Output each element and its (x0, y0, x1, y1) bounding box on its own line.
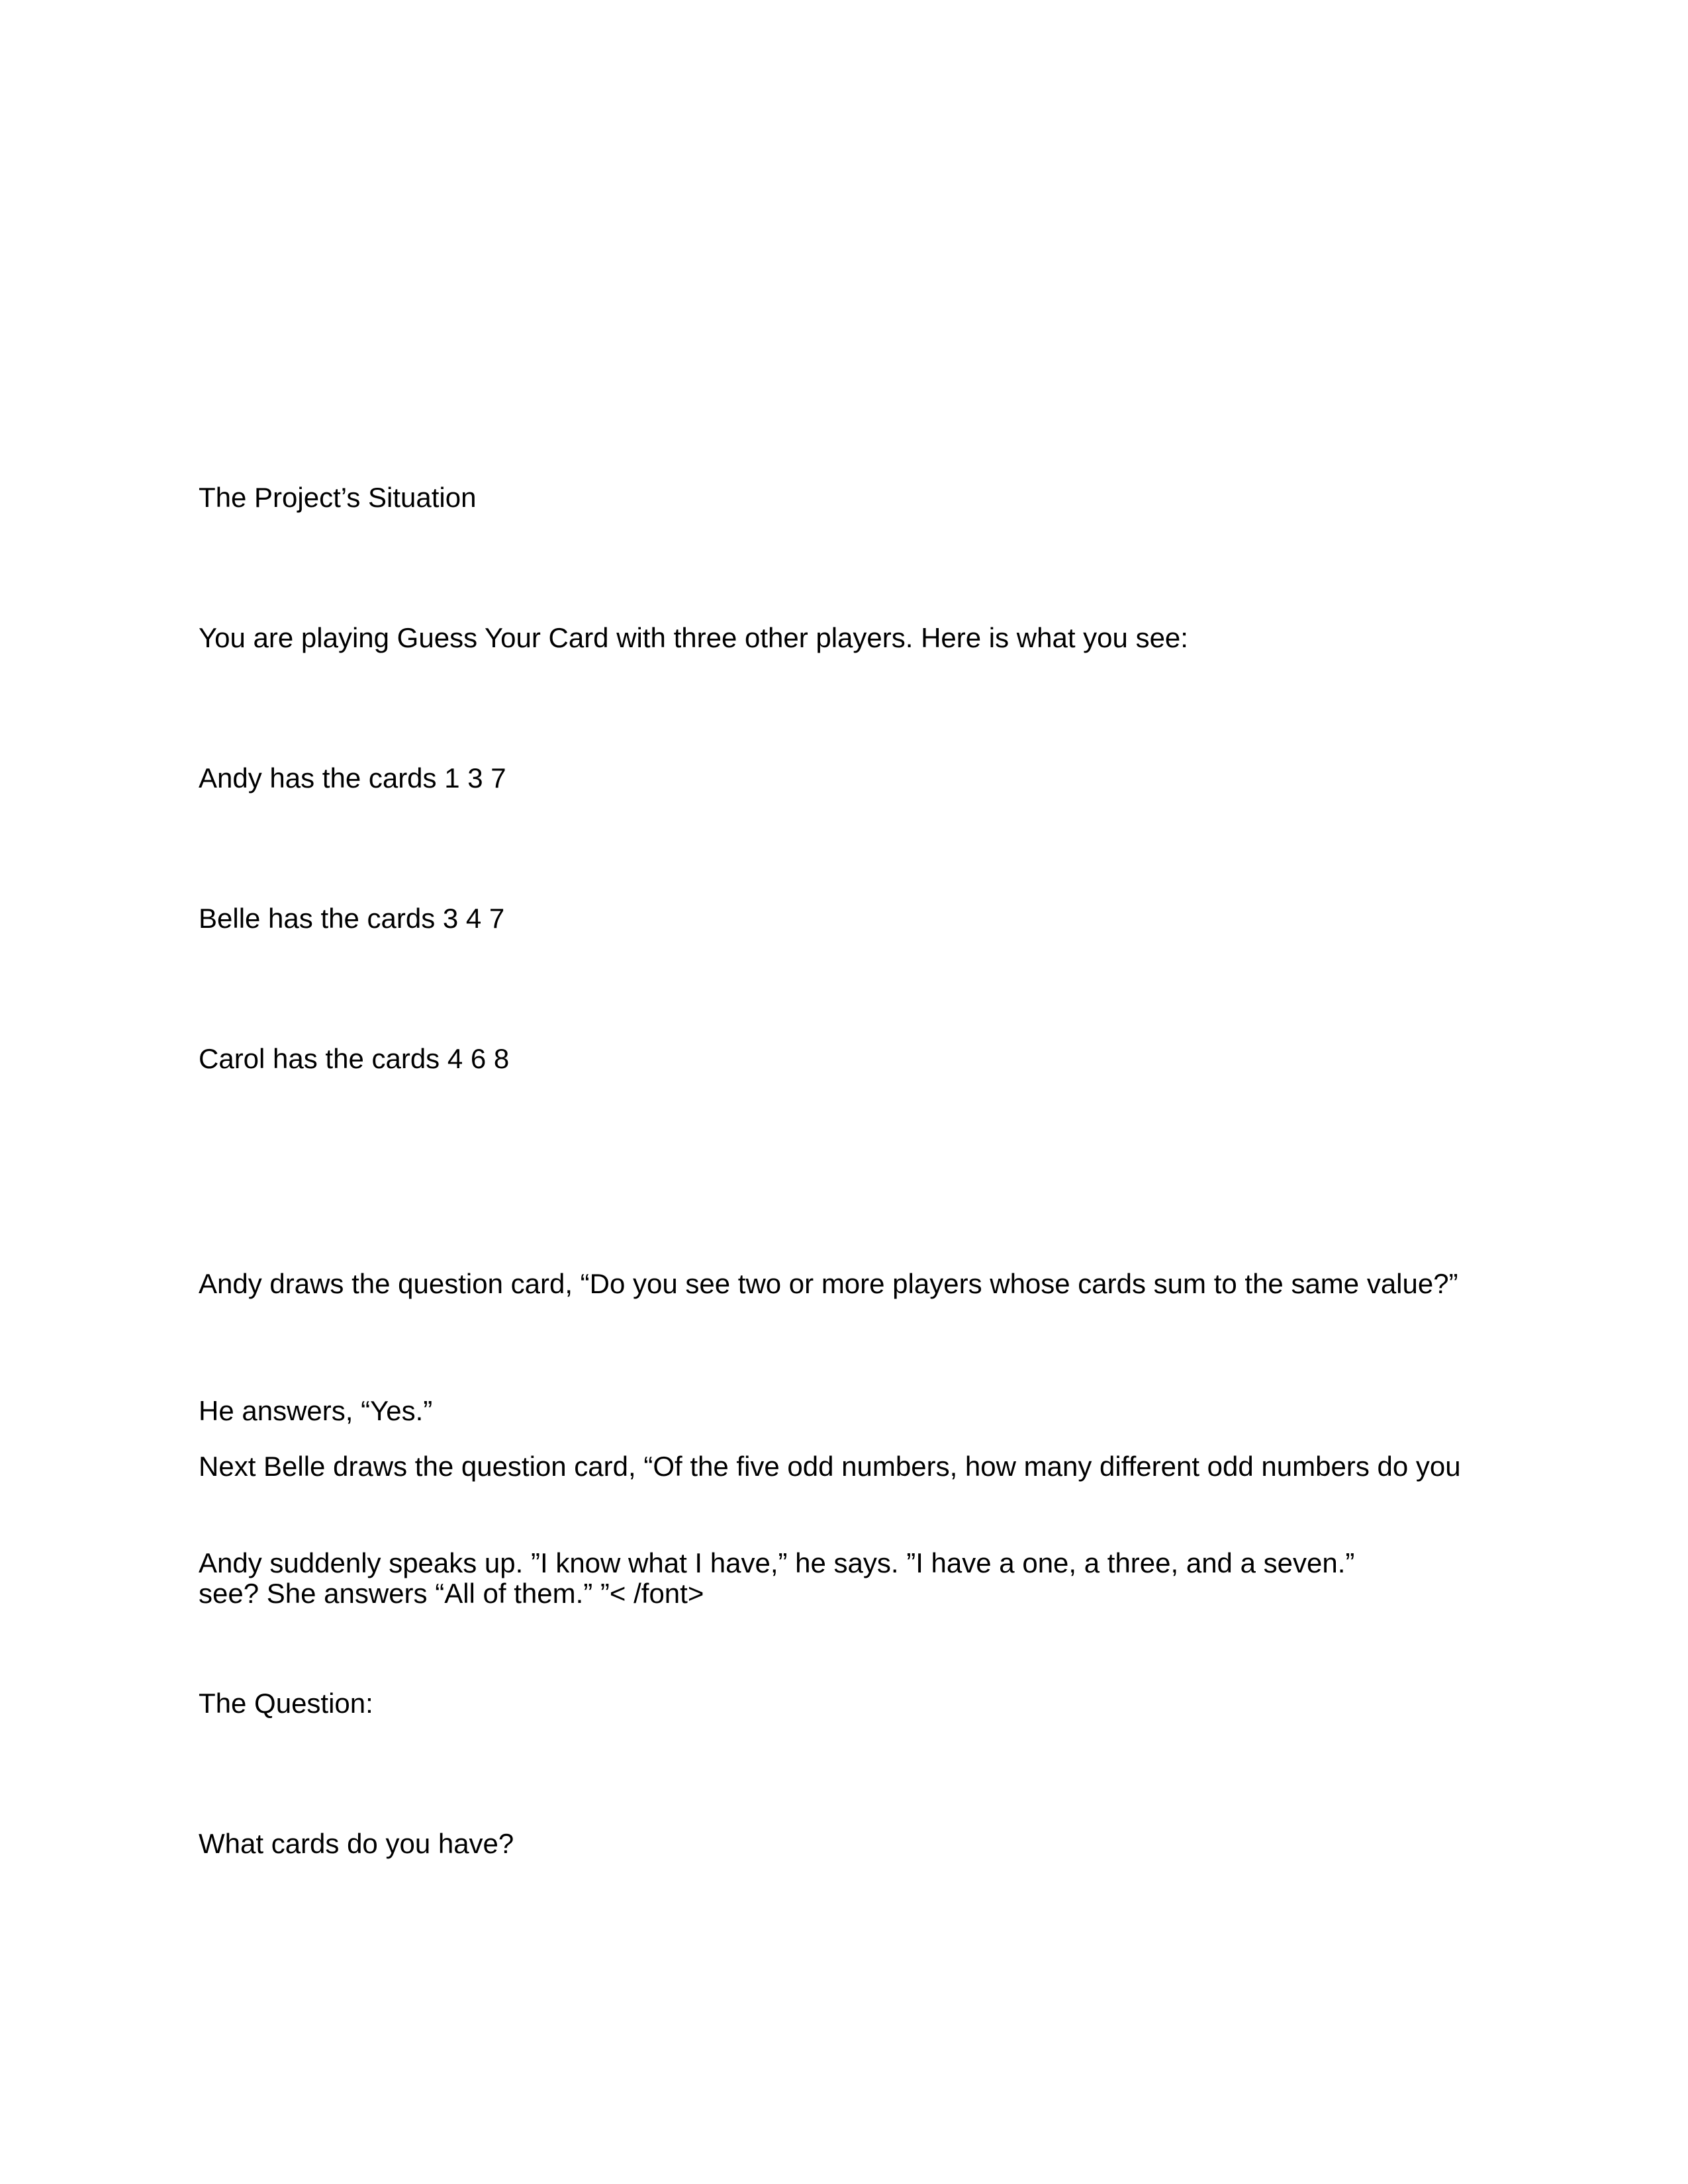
belle-question-line-1: Next Belle draws the question card, “Of the five odd numbers, how many different odd numbers do you (199, 1451, 1461, 1482)
belle-question-paragraph (199, 1361, 1496, 1700)
andy-statement: Andy suddenly speaks up. ”I know what I have,” he says. ”I have a one, a three, and a seven.” (199, 1547, 1355, 1578)
question-text: What cards do you have? (199, 1828, 514, 1859)
andy-question-line-2: He answers, “Yes.” (199, 1395, 433, 1426)
section-title: The Project’s Situation (199, 482, 477, 513)
intro-paragraph: You are playing Guess Your Card with three other players. Here is what you see: (199, 622, 1188, 653)
question-heading: The Question: (199, 1688, 373, 1719)
carol-hand: Carol has the cards 4 6 8 (199, 1043, 510, 1074)
belle-question-line-2: see? She answers “All of them.” ”< /font> (199, 1578, 704, 1609)
andy-hand: Andy has the cards 1 3 7 (199, 762, 506, 794)
andy-question-line-1: Andy draws the question card, “Do you see two or more players whose cards sum to the same value?” (199, 1268, 1458, 1299)
belle-hand: Belle has the cards 3 4 7 (199, 903, 505, 934)
